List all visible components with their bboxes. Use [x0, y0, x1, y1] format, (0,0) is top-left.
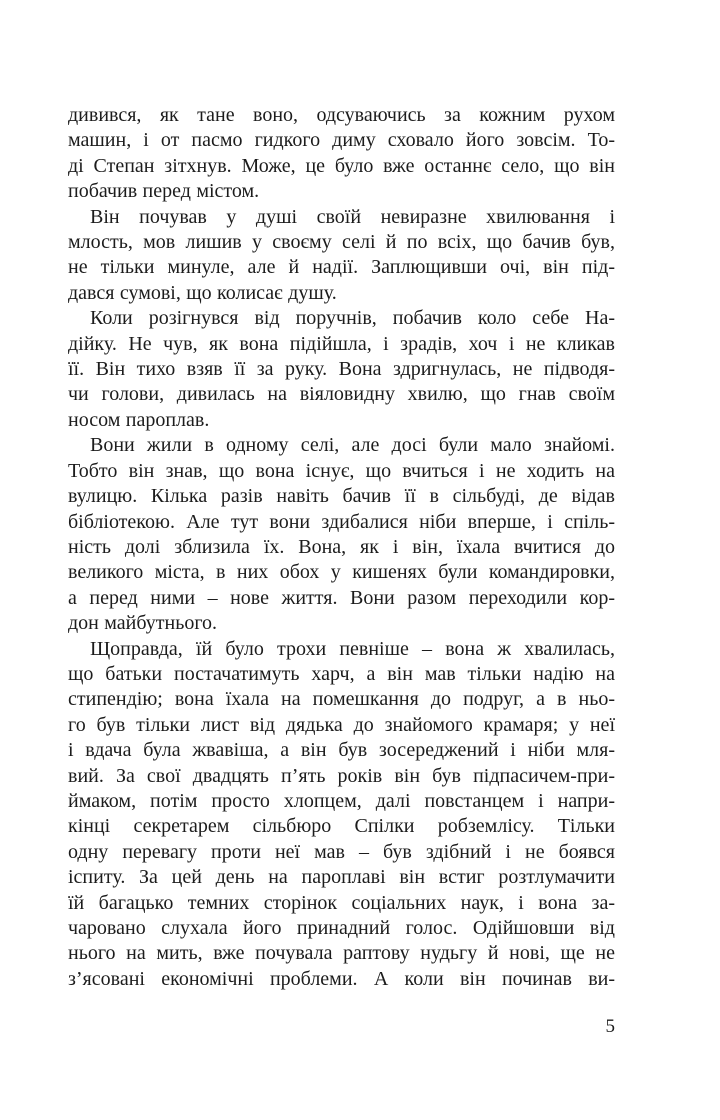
- paragraph: [68, 637, 615, 993]
- text-line: Тобто він знав, що вона існує, що вчиться і не ходить на: [68, 459, 615, 482]
- text-line: машин, і от пасмо гидкого диму сховало його зовсім. То-: [68, 129, 615, 152]
- text-line: дійку. Не чув, як вона підійшла, і зрадів, хоч і не кликав: [68, 332, 615, 355]
- text-line: кінці секретарем сільбюро Спілки робземлісу. Тільки: [68, 815, 615, 838]
- text-line: Щоправда, їй було трохи певніше – вона ж хвалилась,: [90, 637, 615, 660]
- text-line: а перед ними – нове життя. Вони разом переходили кор-: [68, 586, 615, 609]
- text-line: їй багацько темних сторінок соціальних наук, і вона за-: [68, 891, 615, 914]
- text-line: не тільки минуле, але й надії. Заплющивши очі, він під-: [68, 256, 615, 279]
- text-line: дон майбутнього.: [68, 612, 218, 635]
- paragraph: [68, 103, 615, 205]
- text-line: дивився, як тане воно, одсуваючись за кожним рухом: [68, 104, 615, 126]
- text-line: ність долі зблизила їх. Вона, як і він, їхала вчитися до: [68, 535, 615, 558]
- text-line: дався сумові, що колисає душу.: [68, 281, 337, 304]
- text-line: носом пароплав.: [68, 408, 210, 431]
- text-line: вулицю. Кілька разів навіть бачив її в сільбуді, де відав: [68, 485, 615, 508]
- text-line: го був тільки лист від дядька до знайомого крамаря; у неї: [68, 713, 615, 736]
- text-line: одну перевагу проти неї мав – був здібний і не боявся: [68, 840, 615, 863]
- text-line: великого міста, в них обох у кишенях були командировки,: [68, 561, 615, 584]
- text-line: млость, мов лишив у своєму селі й по всіх, що бачив був,: [68, 231, 615, 254]
- page-text: [68, 103, 615, 992]
- text-line: чи голови, дивилась на віяловидну хвилю, що гнав своїм: [68, 383, 615, 406]
- text-line: ймаком, потім просто хлопцем, далі повстанцем і напри-: [68, 789, 615, 812]
- page-number: 5: [605, 1016, 615, 1037]
- paragraph: [68, 433, 615, 636]
- text-line: вий. За свої двадцять п’ять років він був підпасичем-при-: [68, 764, 615, 787]
- text-line: ді Степан зітхнув. Може, це було вже останнє село, що він: [68, 154, 615, 177]
- text-line: стипендію; вона їхала на помешкання до подруг, а в ньо-: [68, 688, 615, 711]
- text-line: нього на мить, вже почувала раптову нудьгу й нові, ще не: [68, 942, 615, 965]
- text-line: побачив перед містом.: [68, 180, 260, 203]
- text-line: чаровано слухала його принадний голос. Одійшовши від: [68, 917, 615, 939]
- text-line: Він почував у душі своїй невиразне хвилювання і: [90, 205, 615, 228]
- text-line: Коли розігнувся від поручнів, побачив коло себе На-: [90, 307, 615, 330]
- text-line: бібліотекою. Але тут вони здибалися ніби вперше, і спіль-: [68, 510, 615, 533]
- text-line: що батьки постачатимуть харч, а він мав тільки надію на: [68, 662, 615, 685]
- text-line: з’ясовані економічні проблеми. А коли він починав ви-: [68, 967, 615, 990]
- paragraph: [68, 306, 615, 433]
- text-line: іспиту. За цей день на пароплаві він встиг розтлумачити: [68, 866, 615, 889]
- paragraph: [68, 205, 615, 307]
- text-line: Вони жили в одному селі, але досі були мало знайомі.: [90, 434, 615, 457]
- text-line: її. Він тихо взяв її за руку. Вона здригнулась, не підводя-: [68, 358, 615, 381]
- text-line: і вдача була жвавіша, а він був зосереджений і ніби мля-: [68, 739, 615, 762]
